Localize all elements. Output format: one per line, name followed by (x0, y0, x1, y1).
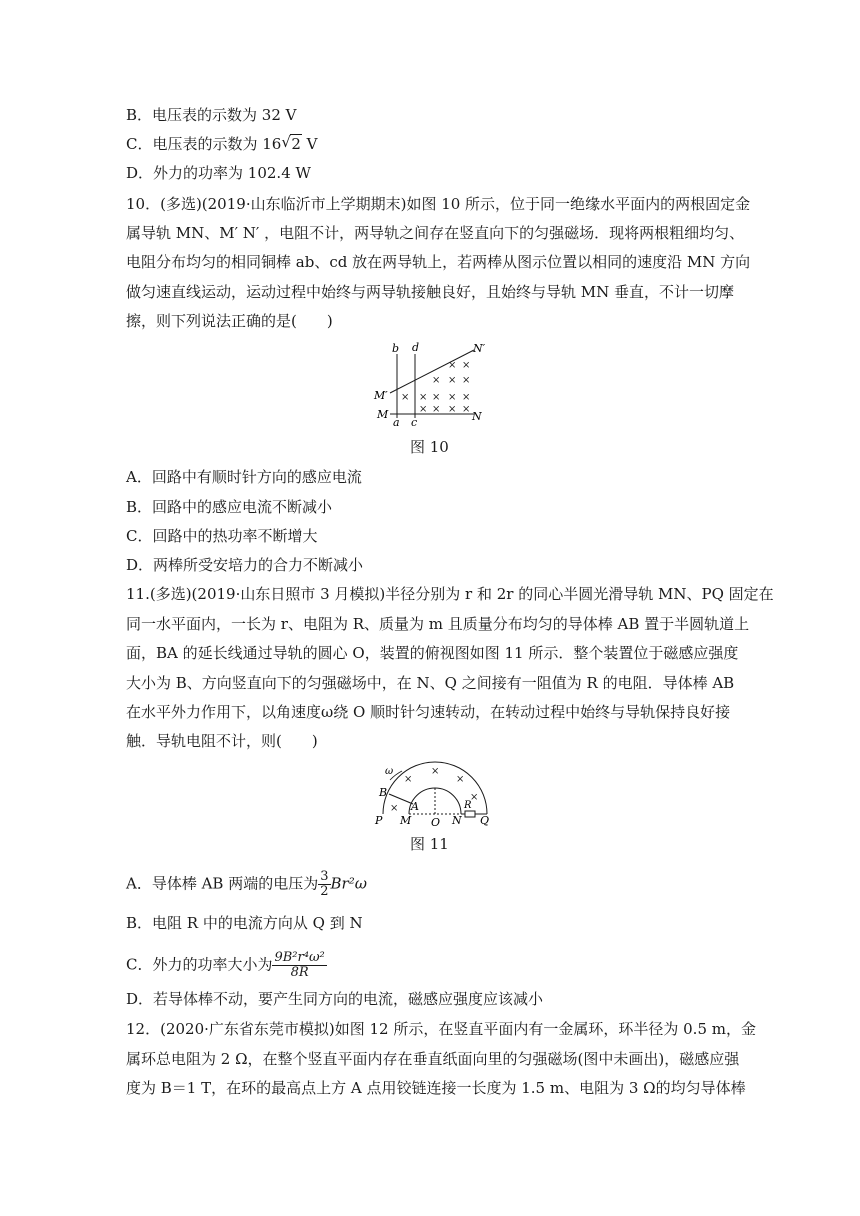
q11-line-2: 同一水平面内，一长为 r、电阻为 R、质量为 m 且质量分布均匀的导体棒 AB 置于半圆轨道上 (126, 615, 750, 633)
q10-option-c: C．回路中的热功率不断增大 (126, 527, 318, 545)
field-cross: × (390, 803, 399, 814)
q10-line-2: 属导轨 MN、M′ N′ ，电阻不计，两导轨之间存在竖直向下的匀强磁场．现将两根粗细均匀、 (126, 224, 745, 242)
label-m: M (377, 408, 389, 421)
q11-option-a: A．导体棒 AB 两端的电压为 $\frac{3}{2}$ Br²ω (126, 869, 367, 899)
q9-option-d: D．外力的功率为 102.4 W (126, 164, 311, 182)
field-cross: × (432, 392, 441, 403)
field-cross: × (431, 766, 440, 777)
q11-line-3: 面，BA 的延长线通过导轨的圆心 O，装置的俯视图如图 11 所示．整个装置位于磁感应强度 (126, 644, 739, 662)
q11-line-5: 在水平外力作用下，以角速度ω绕 O 顺时针匀速转动，在转动过程中始终与导轨保持良好接 (126, 703, 731, 721)
field-cross: × (470, 792, 479, 803)
q10-line-5: 擦，则下列说法正确的是( ) (126, 312, 333, 330)
label-b: b (392, 342, 400, 355)
label-a: a (393, 416, 400, 429)
label-d: d (412, 341, 420, 354)
label-r: R (464, 800, 472, 811)
field-cross: × (462, 375, 471, 386)
label-m-prime: M′ (374, 389, 388, 402)
q11-line-6: 触．导轨电阻不计，则( ) (126, 732, 318, 750)
label-n: N (472, 410, 482, 423)
q10-line-3: 电阻分布均匀的相同铜棒 ab、cd 放在两导轨上，若两棒从图示位置以相同的速度沿 MN 方向 (126, 253, 751, 271)
label-o: O (431, 816, 441, 828)
q12-line-2: 属环总电阻为 2 Ω，在整个竖直平面内存在垂直纸面向里的匀强磁场(图中未画出)，磁感应强 (126, 1050, 740, 1068)
resistor-r (465, 811, 475, 817)
q12-line-3: 度为 B＝1 T，在环的最高点上方 A 点用铰链连接一长度为 1.5 m、电阻为 3 Ω的均匀导体棒 (126, 1079, 746, 1097)
label-m: M (400, 814, 412, 827)
label-c: c (411, 416, 418, 429)
field-cross: × (419, 404, 428, 415)
label-omega: ω (385, 766, 394, 777)
q10-option-b: B．回路中的感应电流不断减小 (126, 498, 333, 516)
field-cross: × (404, 774, 413, 785)
field-cross: × (456, 774, 465, 785)
magnetic-field-crosses (401, 360, 470, 415)
q11-line-4: 大小为 B、方向竖直向下的匀强磁场中，在 N、Q 之间接有一阻值为 R 的电阻．导体棒 AB (126, 674, 735, 692)
q11-option-b: B．电阻 R 中的电流方向从 Q 到 N (126, 914, 363, 932)
field-cross: × (448, 360, 457, 371)
q11-option-d: D．若导体棒不动，要产生同方向的电流，磁感应强度应该减小 (126, 990, 544, 1008)
figure-10-rails-diagram (370, 338, 490, 430)
label-n-prime: N′ (473, 342, 486, 355)
label-q: Q (480, 814, 490, 827)
label-a: A (411, 800, 419, 813)
q10-line-4: 做匀速直线运动，运动过程中始终与两导轨接触良好，且始终与导轨 MN 垂直，不计一切摩 (126, 283, 735, 301)
label-p: P (375, 814, 383, 827)
figure-10-caption: 图 10 (410, 438, 449, 456)
q9-option-b: B．电压表的示数为 32 V (126, 106, 297, 124)
sqrt-symbol: √ 2 (281, 133, 301, 153)
field-cross: × (432, 404, 441, 415)
q11-line-1: 11.(多选)(2019·山东日照市 3 月模拟)半径分别为 r 和 2r 的同心半圆光滑导轨 MN、PQ 固定在 (126, 585, 774, 603)
q10-option-d: D．两棒所受安培力的合力不断减小 (126, 556, 364, 574)
q10-line-1: 10．(多选)(2019·山东临沂市上学期期末)如图 10 所示，位于同一绝缘水平面内的两根固定金 (126, 195, 751, 213)
label-b: B (379, 786, 388, 799)
field-cross: × (462, 392, 471, 403)
fraction: $\frac{\text{9B²r⁴ω²}}{8R}$ (274, 950, 325, 980)
rail-m-prime-n-prime (390, 350, 474, 393)
q12-line-1: 12．(2020·广东省东莞市模拟)如图 12 所示，在竖直平面内有一金属环，环半径为 0.5 m，金 (126, 1020, 756, 1038)
field-cross: × (401, 392, 410, 403)
label-n: N (452, 814, 462, 827)
q11-option-c: C．外力的功率大小为 $\frac{\text{9B²r⁴ω²}}{8R}$ (126, 950, 325, 980)
field-cross: × (448, 404, 457, 415)
field-cross: × (448, 375, 457, 386)
figure-11-semicircle-rails-diagram (368, 760, 494, 828)
field-cross: × (462, 360, 471, 371)
field-cross: × (419, 392, 428, 403)
q9-option-c: C．电压表的示数为 16 √ 2 V (126, 133, 318, 153)
q10-option-a: A．回路中有顺时针方向的感应电流 (126, 468, 362, 486)
field-cross: × (432, 375, 441, 386)
figure-11-caption: 图 11 (410, 835, 449, 853)
field-cross: × (462, 404, 471, 415)
fraction: $\frac{3}{2}$ (320, 869, 329, 899)
field-cross: × (448, 392, 457, 403)
